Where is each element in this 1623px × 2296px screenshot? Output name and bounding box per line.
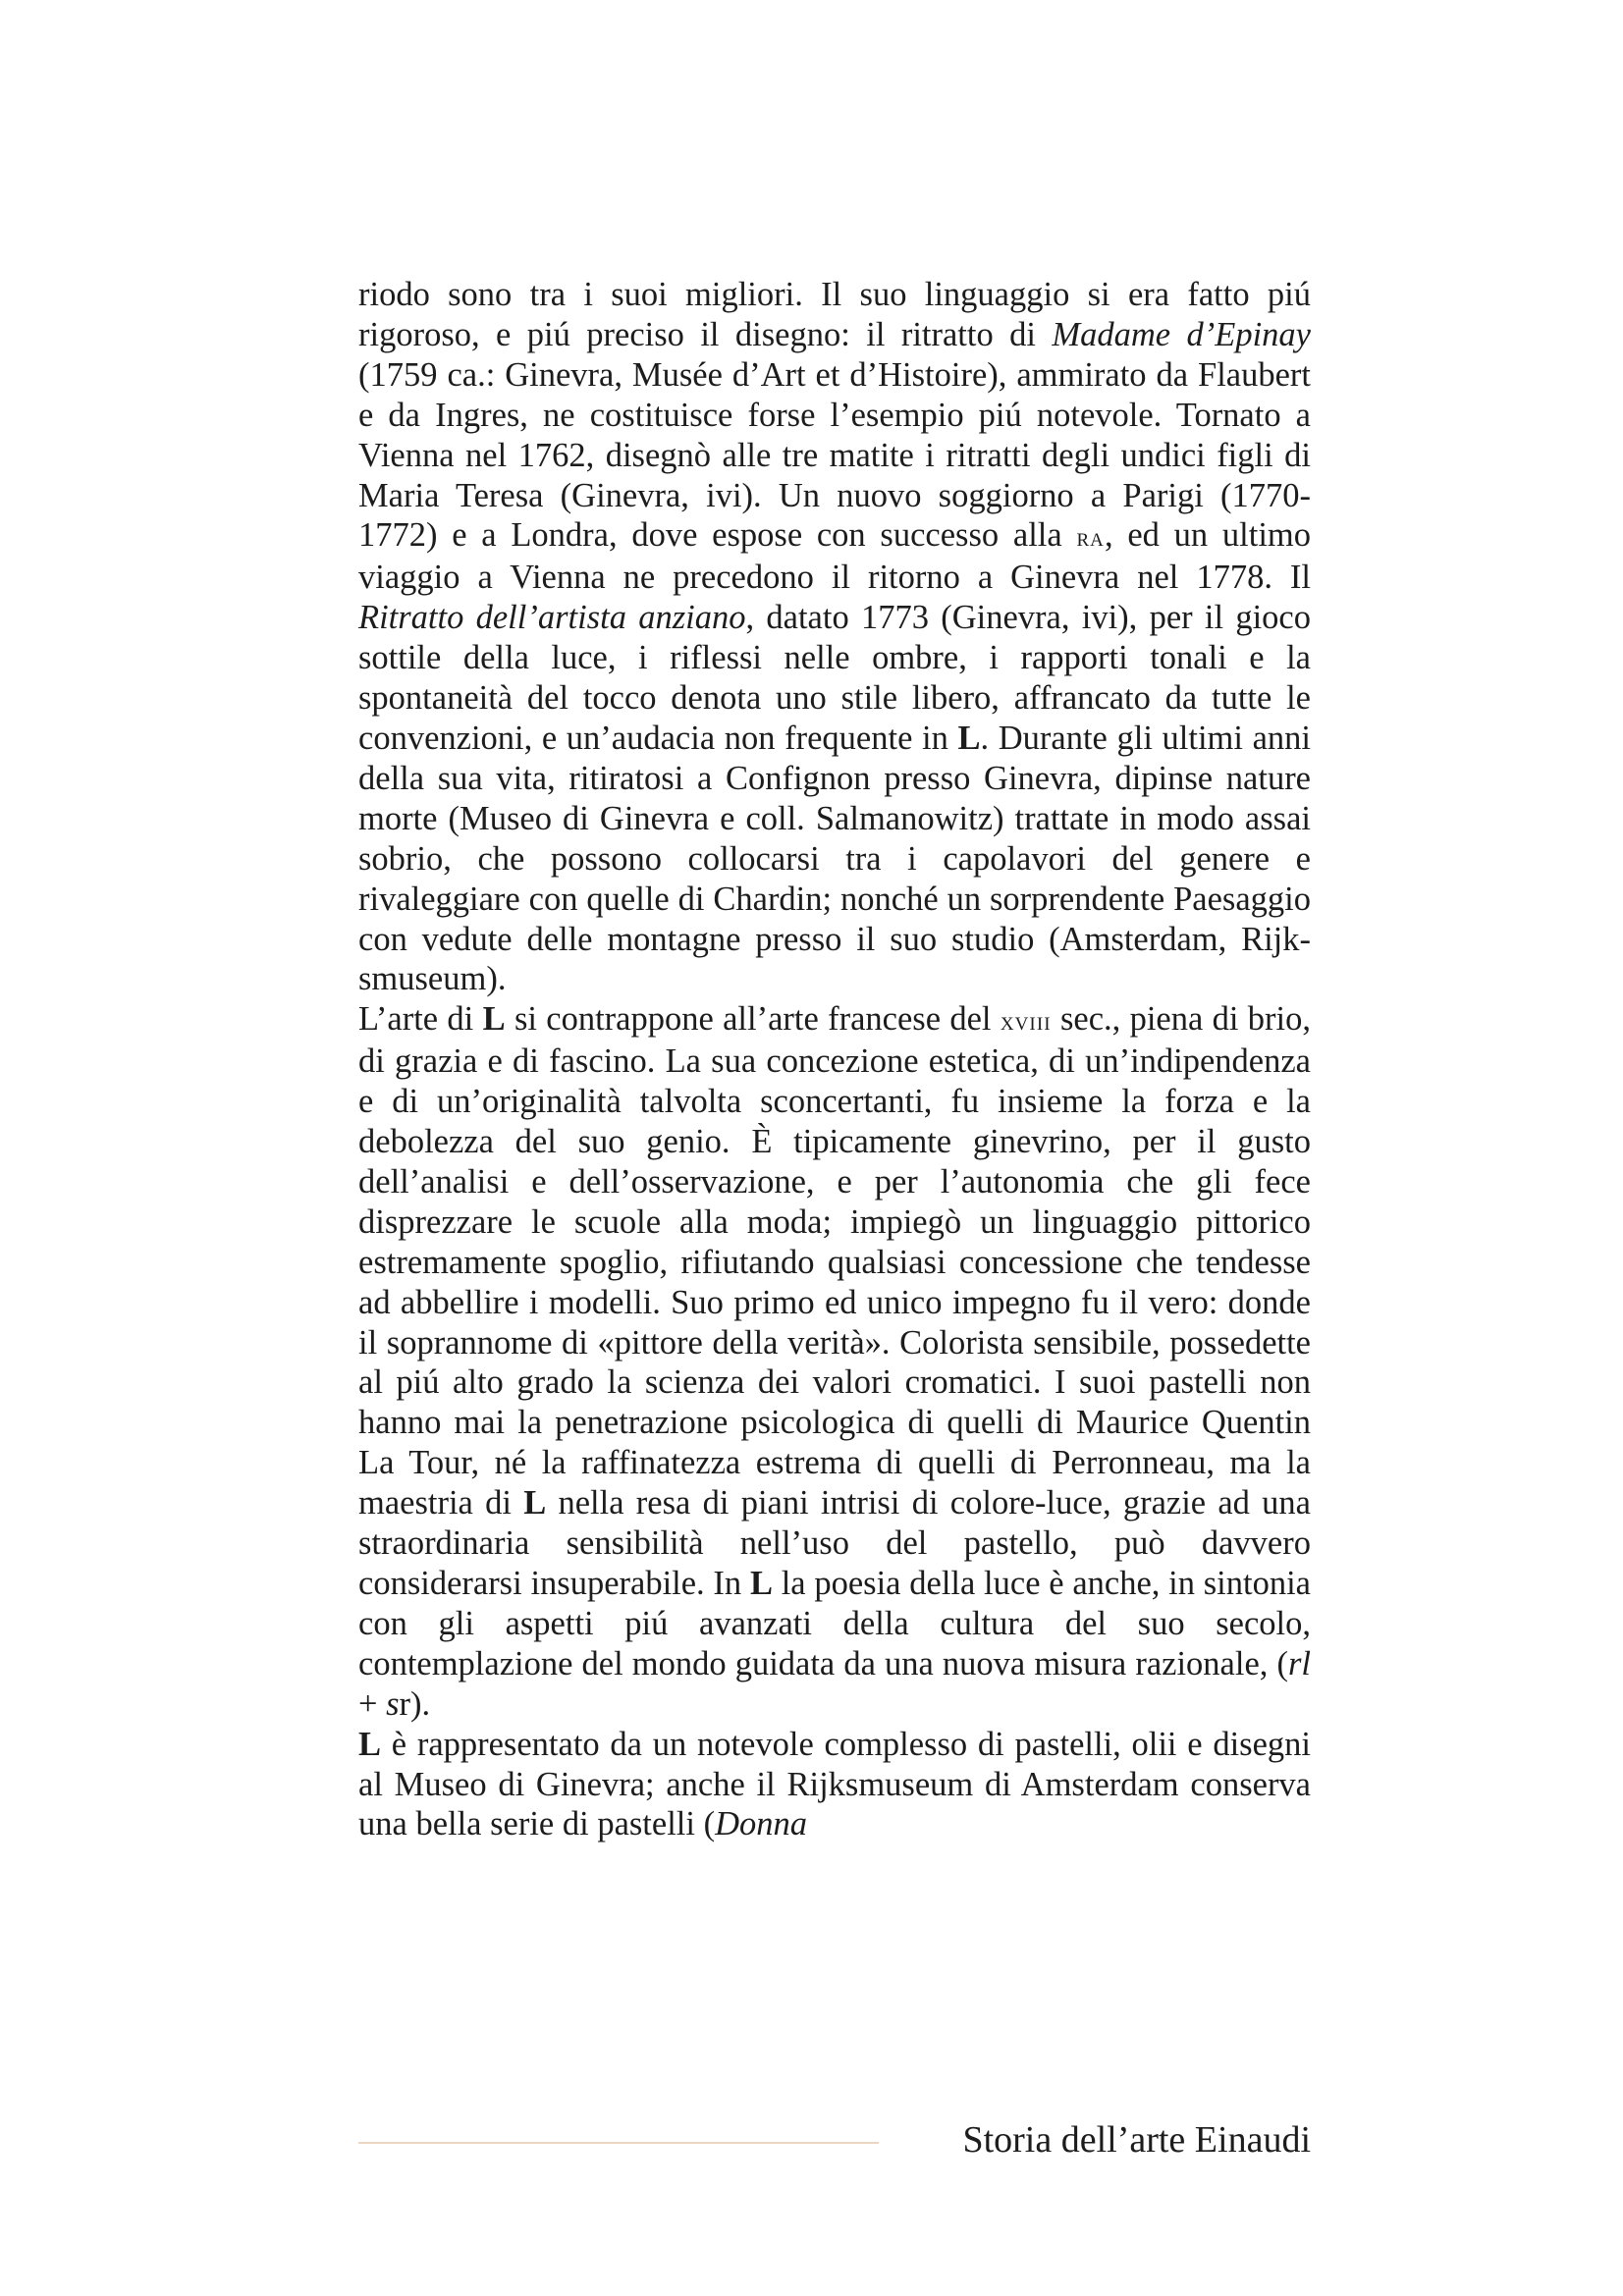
footer-title: Storia dell’arte Einaudi: [962, 2119, 1311, 2161]
text-run: nella resa di piani intrisi di colore-luce, grazie ad una straordinaria sensibilità nell’uso del pastello, può davvero considerarsi insuperabile. In: [358, 1484, 1311, 1602]
bold-run: L: [957, 719, 981, 757]
smallcaps-run: xviii: [1000, 1006, 1052, 1037]
italic-run: Madame d’Epinay: [1052, 315, 1311, 353]
bold-run: L: [523, 1484, 547, 1522]
text-run: si contrappone all’arte francese del: [505, 1000, 1001, 1039]
text-run: L’arte di: [358, 1000, 483, 1039]
text-run: +: [358, 1684, 387, 1723]
text-run: sec., piena di brio, di grazia e di fascino. La sua concezione estetica, di un’indipendenza e di un’originalità talvolta sconcertanti, fu insieme la forza e la debolezza del suo genio. È tipicamente ginevrino, per il gusto dell’analisi e dell’osservazione, e per l’autonomia che gli fece disprezzare le scuole alla moda; impiegò un linguaggio pittorico estremamente spoglio, rifiutando qualsiasi concessione che tendesse ad abbellire i modelli. Suo primo ed unico impegno fu il vero: donde il soprannome di «pittore della verità». Colorista sensibile, possedette al piú alto grado la scienza dei valori cromatici. I suoi pastelli non hanno mai la penetrazione psicologica di quelli di Maurice Quentin La Tour, né la raffinatezza estrema di quelli di Perronneau, ma la maestria di: [358, 1000, 1311, 1522]
text-run: è rappresentato da un notevole complesso di pastelli, olii e disegni al Museo di Ginevra; anche il Rijksmuseum di Amsterdam conserva una bella serie di pastelli (: [358, 1725, 1311, 1843]
bold-run: L: [482, 1000, 506, 1039]
text-run: r).: [399, 1684, 431, 1723]
italic-run: Donna: [715, 1805, 807, 1843]
paragraph-3: [358, 1725, 1311, 1845]
footer-rule: [358, 2142, 879, 2144]
italic-run: Ritratto dell’artista anziano: [358, 599, 746, 637]
text-run: riodo sono tra i suoi migliori. Il suo linguaggio si era fatto piú rigoroso, e piú preciso il disegno: il ritratto di: [358, 276, 1311, 353]
italic-run: rl: [1287, 1644, 1311, 1682]
body-text: [358, 275, 1311, 1844]
paragraph-2: [358, 999, 1311, 1724]
italic-run: s: [386, 1684, 400, 1723]
text-run: la poesia della luce è anche, in sintonia con gli aspetti piú avanzati della cultura del suo secolo, contemplazione del mondo guidata da una nuova misura razionale, (: [358, 1565, 1311, 1682]
smallcaps-run: ra: [1076, 522, 1105, 553]
text-run: , ed un ultimo viaggio a Vienna ne precedono il ritorno a Ginevra nel 1778. Il: [358, 516, 1311, 597]
text-run: (1759 ca.: Ginevra, Musée d’Art et d’Histoire), ammirato da Flaubert e da Ingres, ne costituisce forse l’esempio piú notevole. Tornato a Vienna nel 1762, disegnò alle tre matite i ritratti degli undici figli di Maria Teresa (Ginevra, ivi). Un nuovo soggiorno a Parigi (1770-1772) e a Londra, dove espose con successo alla: [358, 355, 1311, 555]
paragraph-1: [358, 275, 1311, 999]
bold-run: L: [749, 1565, 773, 1602]
text-run: . Durante gli ultimi anni della sua vita, ritiratosi a Confignon presso Ginevra, dipinse nature morte (Museo di Ginevra e coll. Salmanowitz) trattate in modo assai sobrio, che possono collocarsi tra i capolavori del genere e rivaleggiare con quelle di Chardin; nonché un sorprendente Paesaggio con vedute delle montagne presso il suo studio (Amsterdam, Rijksmuseum).: [358, 719, 1311, 998]
bold-run: L: [358, 1725, 382, 1763]
text-run: , datato 1773 (Ginevra, ivi), per il gioco sottile della luce, i riflessi nelle ombre, i rapporti tonali e la spontaneità del tocco denota uno stile libero, affrancato da tutte le convenzioni, e un’audacia non frequente in: [358, 599, 1311, 757]
